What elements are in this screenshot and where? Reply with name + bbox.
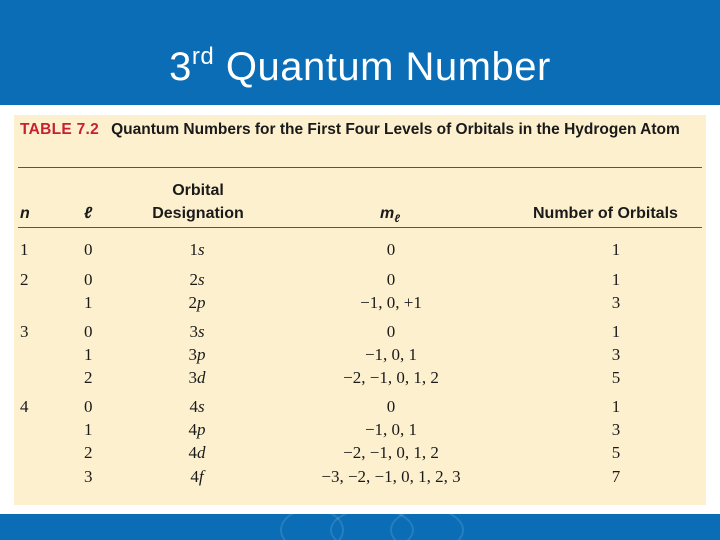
header-ml-sub: ℓ (394, 213, 400, 226)
cell-l: 2 (84, 443, 93, 462)
cell-ml: 0 (386, 240, 396, 259)
cell-orbital (189, 270, 204, 290)
header-rule (18, 227, 702, 228)
cell-l: 0 (84, 240, 93, 259)
cell-ml: 0 (386, 397, 396, 416)
cell-l: 2 (84, 368, 93, 387)
cell-count: 1 (611, 270, 621, 289)
cell-orbital (190, 467, 203, 487)
orbital-number: 4 (188, 443, 197, 462)
cell-ml: 0 (386, 322, 396, 341)
cell-count: 1 (611, 397, 621, 416)
header-n: n (20, 205, 30, 222)
orbital-letter: d (197, 443, 206, 462)
orbital-letter: s (197, 240, 205, 259)
cell-l: 0 (84, 270, 93, 289)
header-orbital-line1: Orbital (172, 182, 224, 199)
table-label: TABLE 7.2 (20, 121, 100, 138)
cell-l: 1 (84, 345, 93, 364)
orbital-letter: f (198, 467, 204, 486)
cell-ml: −2, −1, 0, 1, 2 (343, 368, 439, 387)
cell-ml: −1, 0, 1 (364, 345, 418, 364)
table-caption-text: Quantum Numbers for the First Four Levels of Orbitals in the Hydrogen Atom (111, 121, 680, 138)
orbital-letter: s (197, 397, 205, 416)
cell-l: 1 (84, 293, 93, 312)
top-rule (18, 167, 702, 168)
cell-n: 3 (20, 322, 29, 341)
title-superscript: rd (191, 43, 215, 70)
orbital-number: 4 (188, 420, 197, 439)
orbital-number: 1 (189, 240, 198, 259)
slide-title (0, 42, 720, 92)
cell-orbital (189, 397, 204, 417)
orbital-letter: p (197, 345, 206, 364)
cell-count: 1 (611, 240, 621, 259)
title-number: 3 (169, 45, 192, 89)
cell-n: 2 (20, 270, 29, 289)
orbital-letter: p (197, 293, 206, 312)
cell-count: 7 (611, 467, 621, 486)
cell-orbital (189, 293, 206, 313)
cell-l: 0 (84, 397, 93, 416)
table-caption (20, 120, 705, 140)
orbital-number: 2 (188, 293, 197, 312)
cell-count: 1 (611, 322, 621, 341)
cell-ml: −1, 0, 1 (364, 420, 418, 439)
cell-n: 4 (20, 397, 29, 416)
slide-footer (0, 514, 720, 540)
cell-orbital (189, 322, 204, 342)
orbital-number: 3 (188, 345, 197, 364)
cell-count: 3 (611, 345, 621, 364)
cell-ml: 0 (386, 270, 396, 289)
cell-ml: −2, −1, 0, 1, 2 (343, 443, 439, 462)
cell-count: 3 (611, 293, 621, 312)
header-orbital-line2: Designation (152, 205, 244, 222)
orbital-number: 4 (189, 397, 198, 416)
header-count: Number of Orbitals (533, 205, 678, 222)
orbital-number: 4 (190, 467, 199, 486)
orbital-number: 2 (189, 270, 198, 289)
header-l: ℓ (84, 205, 93, 222)
cell-n: 1 (20, 240, 29, 259)
orbital-letter: d (197, 368, 206, 387)
footer-decoration (390, 514, 464, 540)
header-ml-main: m (380, 205, 395, 222)
cell-count: 5 (611, 368, 621, 387)
cell-orbital (189, 443, 206, 463)
cell-l: 1 (84, 420, 93, 439)
cell-ml: −1, 0, +1 (360, 293, 422, 312)
orbital-letter: s (197, 322, 205, 341)
title-text: Quantum Number (225, 45, 551, 89)
orbital-letter: p (197, 420, 206, 439)
cell-l: 0 (84, 322, 93, 341)
header-ml (380, 205, 400, 225)
cell-l: 3 (84, 467, 93, 486)
cell-count: 5 (611, 443, 621, 462)
cell-count: 3 (611, 420, 621, 439)
cell-ml: −3, −2, −1, 0, 1, 2, 3 (321, 467, 461, 486)
cell-orbital (189, 240, 204, 260)
cell-orbital (189, 345, 206, 365)
header-gap (0, 105, 720, 115)
orbital-number: 3 (189, 322, 198, 341)
cell-orbital (189, 368, 206, 388)
orbital-letter: s (197, 270, 205, 289)
orbital-number: 3 (188, 368, 197, 387)
cell-orbital (189, 420, 206, 440)
